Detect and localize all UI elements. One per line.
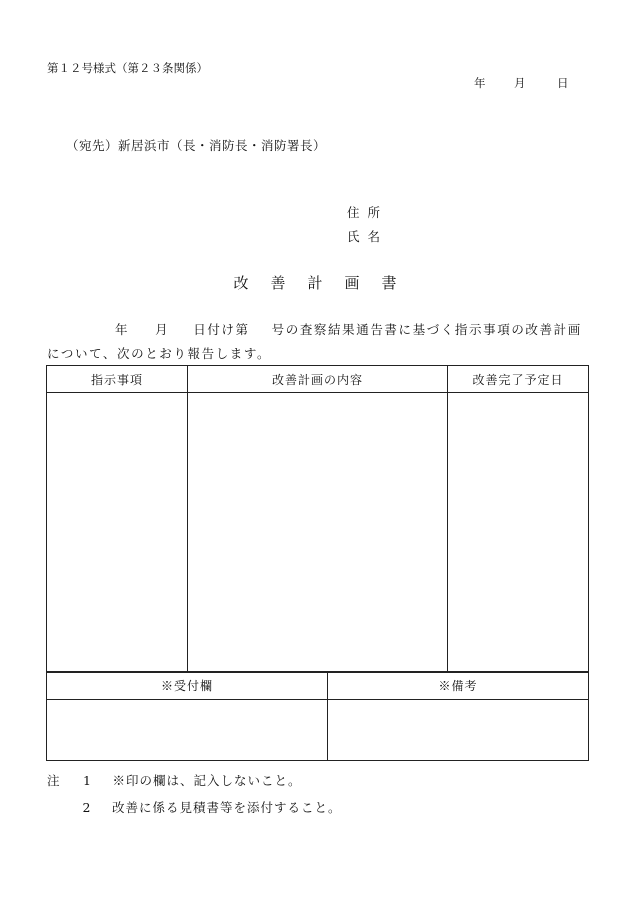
body-dated-no: 日付け第 <box>193 322 250 337</box>
sender-name-label: 氏名 <box>347 229 389 244</box>
header-instruction: 指示事項 <box>47 366 188 393</box>
date-month-label: 月 <box>514 76 526 90</box>
table-row <box>47 393 589 673</box>
note-number: 1 <box>83 773 92 788</box>
note-text: 改善に係る見積書等を添付すること。 <box>112 800 342 815</box>
note-1 <box>47 771 302 789</box>
improvement-plan-table <box>46 365 589 673</box>
note-2 <box>47 798 342 816</box>
title-char: 善 <box>270 274 286 292</box>
body-month: 月 <box>155 322 170 337</box>
header-plan-content: 改善計画の内容 <box>188 366 448 393</box>
table-row <box>47 700 589 761</box>
table-header-row <box>47 366 589 393</box>
addressee: （宛先）新居浜市（長・消防長・消防署長） <box>66 138 327 153</box>
body-line-1 <box>47 320 582 338</box>
remarks-cell <box>328 700 589 761</box>
instruction-cell[interactable] <box>47 393 188 673</box>
reception-table <box>46 671 589 761</box>
body-line-2: について、次のとおり報告します。 <box>47 346 272 361</box>
date-day-label: 日 <box>557 76 569 90</box>
header-reception: ※受付欄 <box>47 672 328 700</box>
table-header-row <box>47 672 589 700</box>
form-number: 第１２号様式（第２３条関係） <box>47 61 208 75</box>
title-char: 計 <box>307 274 323 292</box>
plan-content-cell[interactable] <box>188 393 448 673</box>
note-text: ※印の欄は、記入しないこと。 <box>112 773 302 788</box>
completion-date-cell[interactable] <box>448 393 589 673</box>
title-char: 書 <box>381 274 397 292</box>
document-title <box>0 272 630 293</box>
body-year: 年 <box>115 322 130 337</box>
header-remarks: ※備考 <box>328 672 589 700</box>
date-year-label: 年 <box>474 76 486 90</box>
note-number: 2 <box>82 800 92 815</box>
sender-address-label: 住所 <box>347 205 389 220</box>
notes-label: 注 <box>47 773 61 788</box>
header-completion-date: 改善完了予定日 <box>448 366 589 393</box>
title-char: 改 <box>233 274 249 292</box>
reception-cell <box>47 700 328 761</box>
title-char: 画 <box>344 274 360 292</box>
body-text-rest: 号の査察結果通告書に基づく指示事項の改善計画 <box>271 322 582 337</box>
